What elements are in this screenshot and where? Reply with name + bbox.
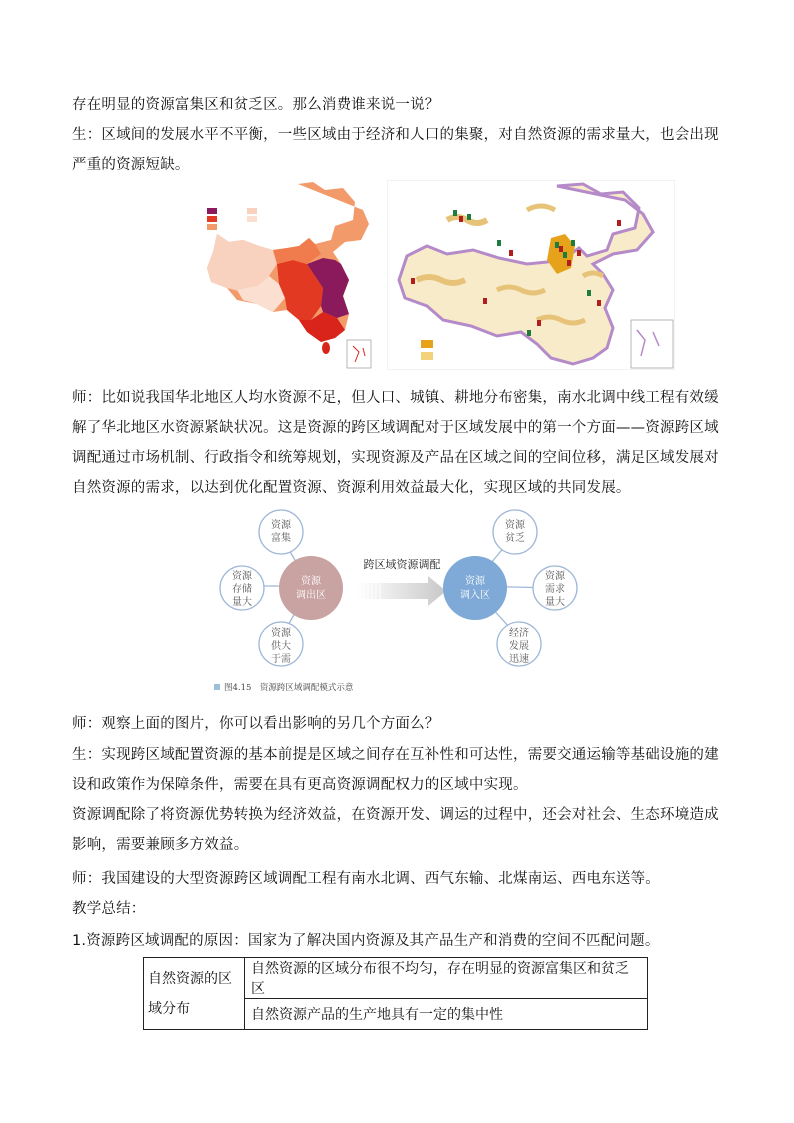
import-node-demand bbox=[533, 566, 577, 610]
svg-text:调入区: 调入区 bbox=[460, 590, 490, 601]
import-node-scarce bbox=[493, 510, 537, 554]
population-density-map bbox=[203, 180, 375, 370]
summary-table bbox=[143, 957, 648, 1030]
row-header bbox=[144, 958, 245, 1030]
paragraph-2: 生：区域间的发展水平不平衡，一些区域由于经济和人口的集聚，对自然资源的需求量大，也会出现严重的资源短缺。 bbox=[72, 127, 719, 173]
export-node-supply bbox=[259, 622, 303, 666]
table-cell: 自然资源的区域分布很不均匀，存在明显的资源富集区和贫乏区 bbox=[245, 958, 648, 999]
svg-text:贫乏: 贫乏 bbox=[505, 533, 525, 544]
table-cell: 自然资源产品的生产地具有一定的集中性 bbox=[245, 999, 648, 1030]
svg-text:量大: 量大 bbox=[545, 597, 565, 608]
svg-text:资源: 资源 bbox=[271, 628, 291, 639]
transfer-arrow bbox=[356, 557, 446, 606]
paragraph-5: 生：实现跨区域配置资源的基本前提是区域之间存在互补性和可达性，需要交通运输等基础设施的建设和政策作为保障条件，需要在具有更高资源调配权力的区域中实现。 bbox=[72, 747, 719, 793]
resource-transfer-diagram bbox=[210, 506, 590, 696]
coal-resource-map bbox=[387, 180, 675, 370]
svg-text:资源: 资源 bbox=[465, 576, 485, 587]
import-node-economy bbox=[497, 622, 541, 666]
svg-text:资源: 资源 bbox=[301, 576, 321, 587]
svg-text:资源: 资源 bbox=[232, 571, 252, 582]
svg-text:存储: 存储 bbox=[232, 584, 252, 595]
paragraph-1: 存在明显的资源富集区和贫乏区。那么消费谁来说一说？ bbox=[72, 97, 440, 113]
svg-text:富集: 富集 bbox=[271, 533, 291, 544]
svg-text:量大: 量大 bbox=[232, 597, 252, 608]
svg-text:经济: 经济 bbox=[509, 628, 529, 639]
export-node-storage bbox=[220, 566, 264, 610]
paragraph-9: 1.资源跨区域调配的原因：国家为了解决国内资源及其产品生产和消费的空间不匹配问题。 bbox=[72, 933, 660, 949]
row-header-line-2: 域分布 bbox=[148, 1000, 190, 1017]
export-node-rich bbox=[259, 510, 303, 554]
paragraph-7: 师：我国建设的大型资源跨区域调配工程有南水北调、西气东输、北煤南运、西电东送等。 bbox=[72, 871, 660, 887]
diagram-caption: 图4.15 资源跨区域调配模式示意 bbox=[224, 683, 354, 693]
export-center bbox=[279, 556, 343, 620]
arrow-label: 跨区域资源调配 bbox=[363, 558, 441, 571]
map-figures bbox=[203, 180, 675, 370]
paragraph-4: 师：观察上面的图片，你可以看出影响的另几个方面么？ bbox=[72, 716, 440, 732]
import-center bbox=[443, 556, 507, 620]
paragraph-3: 师：比如说我国华北地区人均水资源不足，但人口、城镇、耕地分布密集，南水北调中线工程有效缓解了华北地区水资源紧缺状况。这是资源的跨区域调配对于区域发展中的第一个方面——资源跨区域调配通过市场机制、行政指令和统筹规划，实现资源及产品在区域之间的空间位移，满足区域发展对自然资源的需求，以达到优化配置资源、资源利用效益最大化，实现区域的共同发展。 bbox=[72, 390, 719, 496]
svg-text:资源: 资源 bbox=[505, 520, 525, 531]
svg-text:资源: 资源 bbox=[271, 520, 291, 531]
row-header-line-1: 自然资源的区 bbox=[148, 970, 232, 987]
svg-text:于需: 于需 bbox=[271, 654, 291, 665]
svg-text:迅速: 迅速 bbox=[509, 654, 529, 665]
svg-text:供大: 供大 bbox=[271, 641, 291, 652]
paragraph-8: 教学总结： bbox=[72, 901, 146, 917]
table-row bbox=[144, 958, 648, 999]
svg-text:资源: 资源 bbox=[545, 571, 565, 582]
svg-text:需求: 需求 bbox=[545, 584, 565, 595]
svg-text:调出区: 调出区 bbox=[296, 590, 326, 601]
svg-text:发展: 发展 bbox=[509, 641, 529, 652]
paragraph-6: 资源调配除了将资源优势转换为经济效益，在资源开发、调运的过程中，还会对社会、生态环境造成影响，需要兼顾多方效益。 bbox=[72, 807, 719, 853]
